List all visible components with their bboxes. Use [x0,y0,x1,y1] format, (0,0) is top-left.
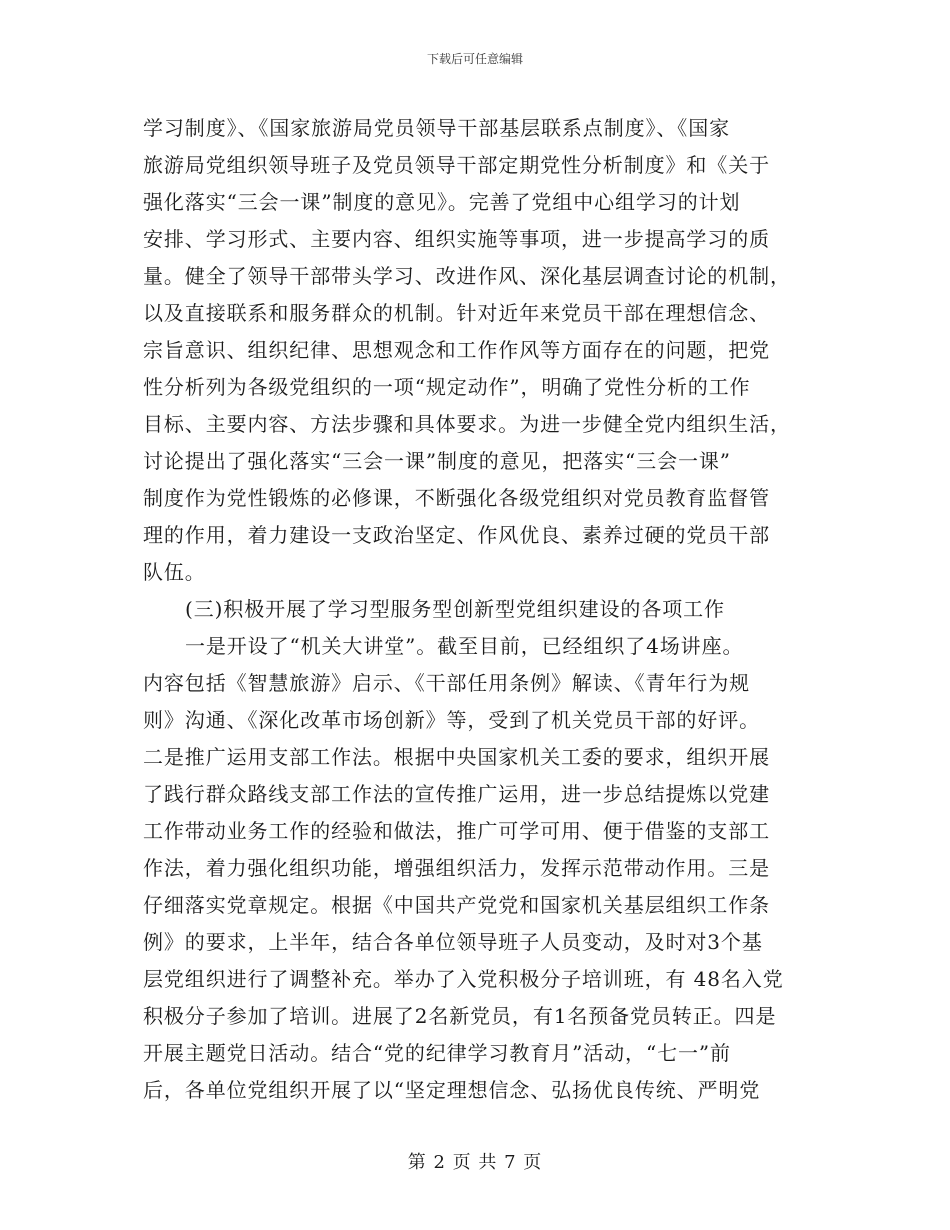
document-body [143,110,823,1109]
text-line: 制度作为党性锻炼的必修课，不断强化各级党组织对党员教育监督管 [143,486,770,510]
text-line: 则》沟通、《深化改革市场创新》等，受到了机关党员干部的好评。 [143,708,760,732]
text-line: 讨论提出了强化落实“三会一课”制度的意见，把落实“三会一课” [143,449,731,473]
text-line: 二是推广运用支部工作法。根据中央国家机关工委的要求，组织开展 [143,745,770,769]
text-line: 作法，着力强化组织功能，增强组织活力，发挥示范带动作用。三是 [143,856,770,880]
page-number: 第 2 页 共 7 页 [407,1152,543,1173]
text-line: 学习制度》、《国家旅游局党员领导干部基层联系点制度》、《国家 [143,116,730,140]
page-header [0,50,950,67]
text-line: 积极分子参加了培训。进展了2名新党员，有1名预备党员转正。四是 [143,1004,777,1028]
text-line: 强化落实“三会一课”制度的意见》。完善了党组中心组学习的计划 [143,190,741,214]
header-note: 下载后可任意编辑 [426,52,523,66]
text-line: 例》的要求，上半年，结合各单位领导班子人员变动，及时对3个基 [143,930,763,954]
section-heading: (三)积极开展了学习型服务型创新型党组织建设的各项工作 [185,597,725,621]
text-line: 量。健全了领导干部带头学习、改进作风、深化基层调查讨论的机制， [143,264,791,288]
page-footer [0,1148,950,1174]
text-line: 性分析列为各级党组织的一项“规定动作”，明确了党性分析的工作 [143,375,751,399]
text-line: 以及直接联系和服务群众的机制。针对近年来党员干部在理想信念、 [143,301,770,325]
text-line: 队伍。 [143,560,206,584]
text-line: 目标、主要内容、方法步骤和具体要求。为进一步健全党内组织生活， [143,412,791,436]
text-line: 后，各单位党组织开展了以“坚定理想信念、弘扬优良传统、严明党 [143,1078,761,1102]
text-line: 旅游局党组织领导班子及党员领导干部定期党性分析制度》和《关于 [143,153,770,177]
text-line: 层党组织进行了调整补充。举办了入党积极分子培训班，有 48名入党 [143,967,784,991]
text-line: 安排、学习形式、主要内容、组织实施等事项，进一步提高学习的质 [143,227,770,251]
text-line: 宗旨意识、组织纪律、思想观念和工作作风等方面存在的问题，把党 [143,338,770,362]
paragraph-start: 一是开设了“机关大讲堂”。截至目前，已经组织了4场讲座。 [185,634,744,658]
text-line: 仔细落实党章规定。根据《中国共产党党和国家机关基层组织工作条 [143,893,770,917]
text-line: 工作带动业务工作的经验和做法，推广可学可用、便于借鉴的支部工 [143,819,770,843]
text-line: 了践行群众路线支部工作法的宣传推广运用，进一步总结提炼以党建 [143,782,770,806]
text-line: 理的作用，着力建设一支政治坚定、作风优良、素养过硬的党员干部 [143,523,770,547]
text-line: 内容包括《智慧旅游》启示、《干部任用条例》解读、《青年行为规 [143,671,750,695]
text-line: 开展主题党日活动。结合“党的纪律学习教育月”活动，“七一”前 [143,1041,731,1065]
